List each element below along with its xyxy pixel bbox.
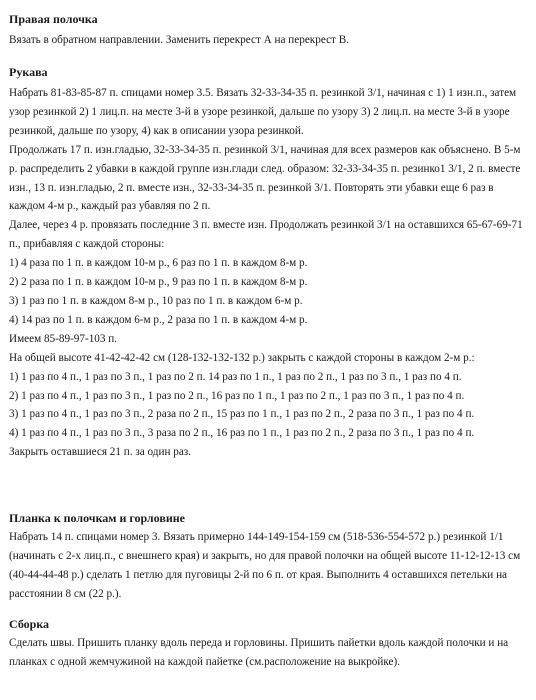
section-right-front <box>9 12 529 50</box>
list-item: 4) 14 раз по 1 п. в каждом 6-м р., 2 раза по 1 п. в каждом 4-м р. <box>9 313 308 326</box>
paragraph: Набрать 14 п. спицами номер 3. Вязать примерно 144-149-154-159 см (518-536-554-572 р.) резинкой 1/1 (начинать с 2-х лиц.п., с внешнего края) и закрыть, но для правой полочки на общей высоте 11-12-12-13 см (40-44-44-48 р.) сделать 1 петлю для пуговицы 2-й по 6 п. от края. Выполнить 4 оставшихся петельки на расстоянии 8 см (22 р.). <box>9 531 521 600</box>
list-item: 3) 1 раз по 4 п., 1 раз по 3 п., 2 раза по 2 п., 15 раз по 1 п., 1 раз по 2 п., 2 раза по 3 п., 1 раз по 4 п. <box>9 408 475 421</box>
section-assembly <box>9 617 529 672</box>
list-item: 1) 1 раз по 4 п., 1 раз по 3 п., 1 раз по 2 п. 14 раз по 1 п., 1 раз по 2 п., 1 раз по 3 п., 1 раз по 4 п. <box>9 370 462 383</box>
list-item: 1) 4 раза по 1 п. в каждом 10-м р., 6 раз по 1 п. в каждом 8-м р. <box>9 257 308 270</box>
section-title: Рукава <box>9 65 48 79</box>
paragraph: Имеем 85-89-97-103 п. <box>9 332 118 345</box>
section-title: Сборка <box>9 617 50 631</box>
list-item: 2) 2 раза по 1 п. в каждом 10-м р., 9 раз по 1 п. в каждом 8-м р. <box>9 276 308 289</box>
paragraph: Сделать швы. Пришить планку вдоль переда и горловины. Пришить пайетки вдоль каждой полочки и на планках с одной жемчужиной на каждой пайетке (см.расположение на выкройке). <box>9 637 509 668</box>
paragraph: На общей высоте 41-42-42-42 см (128-132-132-132 р.) закрыть с каждой стороны в каждом 2-м р.: <box>9 351 475 364</box>
list-item: 4) 1 раз по 4 п., 1 раз по 3 п., 3 раза по 2 п., 16 раз по 1 п., 1 раз по 2 п., 2 раза по 3 п., 1 раз по 4 п. <box>9 427 475 440</box>
paragraph: Вязать в обратном направлении. Заменить перекрест А на перекрест В. <box>9 34 349 46</box>
paragraph: Закрыть оставшиеся 21 п. за один раз. <box>9 446 192 459</box>
section-band <box>9 511 529 604</box>
section-title: Планка к полочкам и горловине <box>9 511 185 525</box>
section-title: Правая полочка <box>9 12 98 26</box>
list-item: 3) 1 раз по 1 п. в каждом 8-м р., 10 раз по 1 п. в каждом 6-м р. <box>9 294 303 307</box>
paragraph: Далее, через 4 р. провязать последние 3 п. вместе изн. Продолжать резинкой 3/1 на оставшихся 65-67-69-71 п., прибавляя с каждой стороны: <box>9 219 523 251</box>
list-item: 2) 1 раз по 4 п., 1 раз по 3 п., 1 раз по 2 п., 16 раз по 1 п., 1 раз по 2 п., 1 раз по 3 п., 1 раз по 4 п. <box>9 389 465 402</box>
paragraph: Продолжать 17 п. изн.гладью, 32-33-34-35 п. резинкой 3/1, начиная для всех размеров как объяснено. В 5-м р. распределить 2 убавки в каждой группе изн.глади след. образом: 32-33-34-35 п. резинко1 3/1, 2 п. вместе изн., 13 п. изн.гладью, 2 п. вместе изн., 32-33-34-35 п. резинкой 3/1. Повторять эти убавки еще 6 раз в каждом 4-м р., каждый раз убавляя по 2 п. <box>9 143 521 213</box>
section-sleeves <box>9 65 529 462</box>
paragraph: Набрать 81-83-85-87 п. спицами номер 3.5. Вязать 32-33-34-35 п. резинкой 3/1, начиная с 1) 1 изн.п., затем узор резинкой 2) 1 лиц.п. на месте 3-й в узоре резинкой, дальше по узору 3) 2 лиц.п. на месте 3-й в узоре резинкой, дальше по узору, 4) как в описании узора резинкой. <box>9 87 517 137</box>
